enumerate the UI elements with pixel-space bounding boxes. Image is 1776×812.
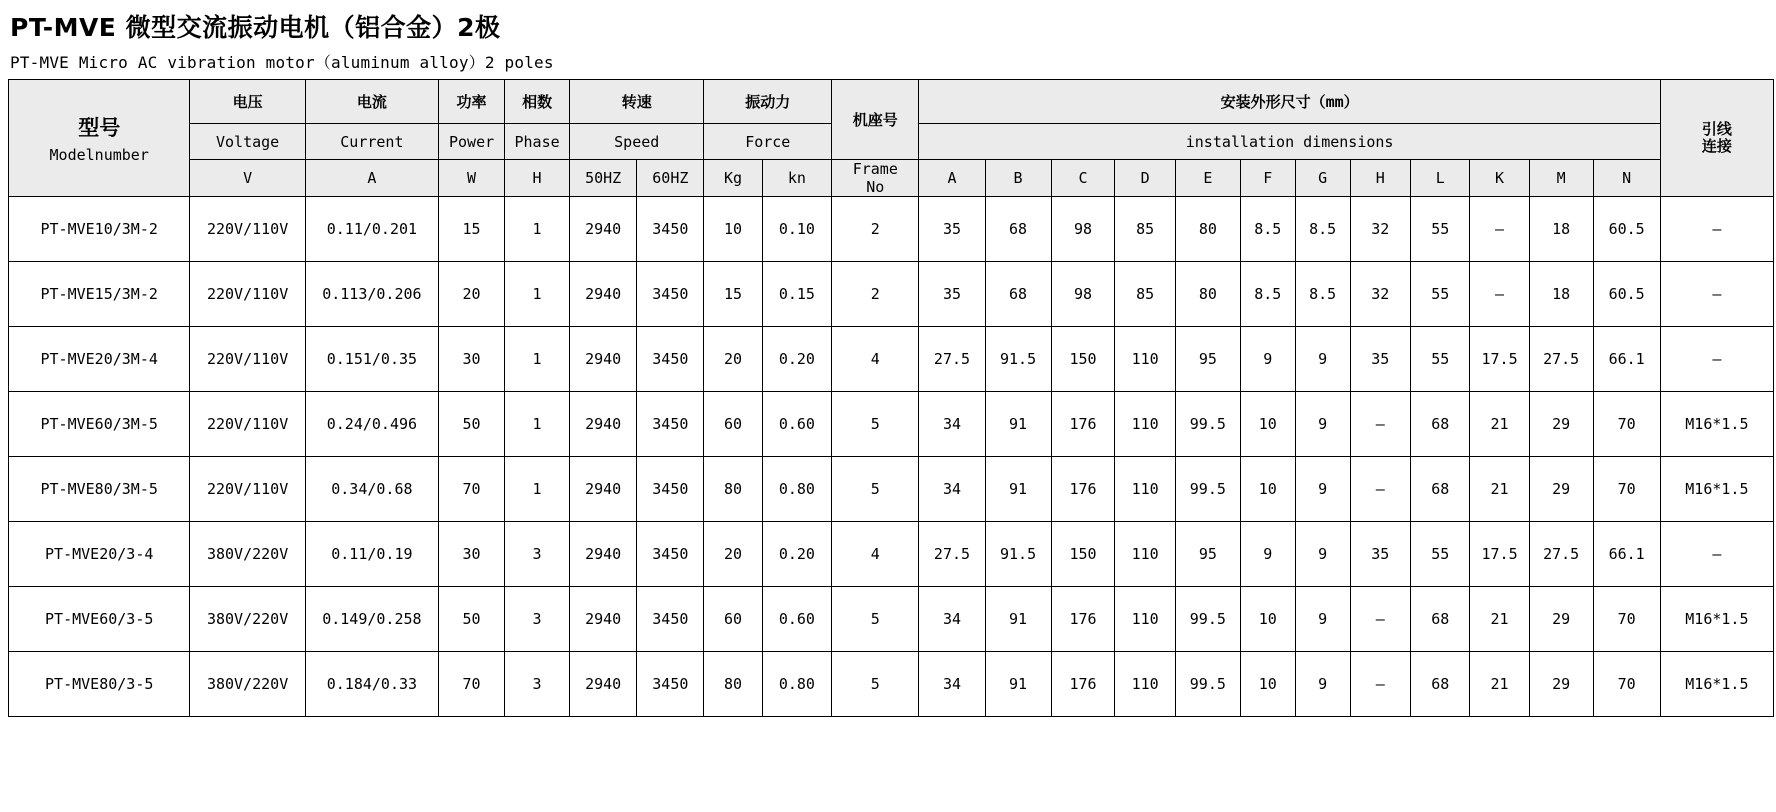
- cell-force-kn: 0.60: [762, 587, 831, 652]
- cell-force-kn: 0.60: [762, 392, 831, 457]
- cell-dim-d: 85: [1115, 197, 1175, 262]
- cell-dim-b: 91.5: [985, 327, 1051, 392]
- header-lead-connection: [1660, 80, 1773, 197]
- cell-lead: –: [1660, 522, 1773, 587]
- cell-dim-a: 27.5: [919, 327, 985, 392]
- cell-dim-a: 34: [919, 392, 985, 457]
- cell-phase: 3: [505, 522, 570, 587]
- cell-dim-d: 110: [1115, 457, 1175, 522]
- cell-dim-c: 150: [1051, 327, 1115, 392]
- cell-dim-c: 176: [1051, 457, 1115, 522]
- header-row-units: [9, 160, 1774, 197]
- cell-voltage: 380V/220V: [190, 522, 305, 587]
- header-phase-zh: 相数: [505, 80, 570, 124]
- cell-power: 30: [439, 522, 505, 587]
- header-force-kn: kn: [762, 160, 831, 197]
- cell-dim-h: 35: [1350, 327, 1410, 392]
- cell-model: PT-MVE80/3-5: [9, 652, 190, 717]
- cell-phase: 1: [505, 392, 570, 457]
- cell-dim-a: 35: [919, 197, 985, 262]
- cell-dim-b: 91: [985, 457, 1051, 522]
- cell-speed-60hz: 3450: [637, 522, 704, 587]
- header-force-zh: 振动力: [704, 80, 832, 124]
- cell-dim-m: 27.5: [1529, 327, 1593, 392]
- cell-dim-b: 91: [985, 587, 1051, 652]
- cell-force-kg: 60: [704, 587, 762, 652]
- cell-dim-k: –: [1470, 262, 1529, 327]
- header-current-en: Current: [305, 124, 438, 160]
- header-current-unit: A: [305, 160, 438, 197]
- cell-dim-n: 70: [1593, 587, 1660, 652]
- cell-lead: M16*1.5: [1660, 652, 1773, 717]
- cell-dim-h: –: [1350, 392, 1410, 457]
- cell-phase: 3: [505, 587, 570, 652]
- cell-power: 20: [439, 262, 505, 327]
- cell-force-kg: 80: [704, 457, 762, 522]
- cell-phase: 3: [505, 652, 570, 717]
- cell-dim-g: 8.5: [1295, 262, 1350, 327]
- cell-power: 50: [439, 587, 505, 652]
- header-phase-unit: H: [505, 160, 570, 197]
- table-row: [9, 327, 1774, 392]
- cell-speed-50hz: 2940: [570, 327, 637, 392]
- cell-frame: 4: [832, 327, 919, 392]
- cell-dim-a: 34: [919, 587, 985, 652]
- page-title-en: PT-MVE Micro AC vibration motor（aluminum alloy）2 poles: [10, 53, 554, 72]
- cell-dim-f: 9: [1240, 522, 1295, 587]
- cell-force-kg: 60: [704, 392, 762, 457]
- cell-dim-g: 9: [1295, 457, 1350, 522]
- cell-dim-h: 35: [1350, 522, 1410, 587]
- cell-dim-h: –: [1350, 652, 1410, 717]
- cell-dim-e: 99.5: [1175, 457, 1240, 522]
- table-row: [9, 652, 1774, 717]
- table-body: [9, 197, 1774, 717]
- cell-dim-c: 98: [1051, 197, 1115, 262]
- cell-dim-a: 27.5: [919, 522, 985, 587]
- cell-lead: –: [1660, 197, 1773, 262]
- header-dim-b: B: [985, 160, 1051, 197]
- cell-dim-f: 10: [1240, 587, 1295, 652]
- header-dimensions-en: installation dimensions: [919, 124, 1660, 160]
- cell-power: 30: [439, 327, 505, 392]
- cell-speed-50hz: 2940: [570, 262, 637, 327]
- cell-dim-d: 110: [1115, 587, 1175, 652]
- cell-dim-e: 99.5: [1175, 392, 1240, 457]
- cell-speed-60hz: 3450: [637, 652, 704, 717]
- cell-current: 0.11/0.19: [305, 522, 438, 587]
- cell-dim-h: –: [1350, 587, 1410, 652]
- cell-speed-60hz: 3450: [637, 457, 704, 522]
- cell-voltage: 380V/220V: [190, 652, 305, 717]
- cell-dim-f: 10: [1240, 392, 1295, 457]
- cell-dim-b: 91: [985, 392, 1051, 457]
- header-speed-60hz: 60HZ: [637, 160, 704, 197]
- header-dim-h: H: [1350, 160, 1410, 197]
- cell-dim-m: 29: [1529, 457, 1593, 522]
- table-row: [9, 262, 1774, 327]
- table-row: [9, 457, 1774, 522]
- cell-dim-h: 32: [1350, 262, 1410, 327]
- cell-dim-g: 9: [1295, 522, 1350, 587]
- cell-frame: 5: [832, 652, 919, 717]
- cell-dim-l: 68: [1411, 392, 1470, 457]
- cell-dim-g: 9: [1295, 327, 1350, 392]
- cell-dim-k: 17.5: [1470, 522, 1529, 587]
- cell-voltage: 220V/110V: [190, 392, 305, 457]
- cell-dim-m: 18: [1529, 197, 1593, 262]
- header-power-en: Power: [439, 124, 505, 160]
- cell-phase: 1: [505, 457, 570, 522]
- cell-current: 0.11/0.201: [305, 197, 438, 262]
- cell-dim-c: 150: [1051, 522, 1115, 587]
- cell-speed-50hz: 2940: [570, 457, 637, 522]
- cell-dim-k: –: [1470, 197, 1529, 262]
- cell-dim-h: –: [1350, 457, 1410, 522]
- cell-force-kn: 0.15: [762, 262, 831, 327]
- cell-dim-n: 60.5: [1593, 262, 1660, 327]
- cell-dim-d: 110: [1115, 652, 1175, 717]
- cell-dim-e: 95: [1175, 327, 1240, 392]
- header-model-en: Modelnumber: [49, 146, 149, 164]
- cell-dim-k: 17.5: [1470, 327, 1529, 392]
- cell-dim-c: 176: [1051, 652, 1115, 717]
- cell-dim-f: 10: [1240, 457, 1295, 522]
- header-power-unit: W: [439, 160, 505, 197]
- cell-dim-e: 99.5: [1175, 587, 1240, 652]
- header-phase-en: Phase: [505, 124, 570, 160]
- cell-voltage: 220V/110V: [190, 197, 305, 262]
- cell-force-kn: 0.80: [762, 457, 831, 522]
- cell-force-kg: 80: [704, 652, 762, 717]
- cell-current: 0.113/0.206: [305, 262, 438, 327]
- cell-speed-50hz: 2940: [570, 652, 637, 717]
- header-model: [9, 80, 190, 197]
- cell-frame: 2: [832, 197, 919, 262]
- cell-lead: –: [1660, 262, 1773, 327]
- cell-speed-60hz: 3450: [637, 262, 704, 327]
- cell-model: PT-MVE60/3-5: [9, 587, 190, 652]
- cell-phase: 1: [505, 197, 570, 262]
- cell-current: 0.34/0.68: [305, 457, 438, 522]
- cell-dim-l: 55: [1411, 262, 1470, 327]
- cell-dim-l: 55: [1411, 327, 1470, 392]
- header-dimensions-zh: 安装外形尺寸（mm）: [919, 80, 1660, 124]
- cell-speed-50hz: 2940: [570, 392, 637, 457]
- cell-dim-b: 68: [985, 197, 1051, 262]
- cell-speed-60hz: 3450: [637, 197, 704, 262]
- header-current-zh: 电流: [305, 80, 438, 124]
- cell-current: 0.184/0.33: [305, 652, 438, 717]
- table-row: [9, 522, 1774, 587]
- cell-speed-50hz: 2940: [570, 522, 637, 587]
- cell-dim-h: 32: [1350, 197, 1410, 262]
- cell-power: 15: [439, 197, 505, 262]
- header-speed-50hz: 50HZ: [570, 160, 637, 197]
- header-voltage-en: Voltage: [190, 124, 305, 160]
- cell-dim-k: 21: [1470, 457, 1529, 522]
- header-lead-line1: 引线: [1701, 119, 1732, 138]
- cell-frame: 2: [832, 262, 919, 327]
- cell-lead: M16*1.5: [1660, 457, 1773, 522]
- header-dim-m: M: [1529, 160, 1593, 197]
- cell-model: PT-MVE60/3M-5: [9, 392, 190, 457]
- cell-lead: M16*1.5: [1660, 392, 1773, 457]
- page-title-zh: PT-MVE 微型交流振动电机（铝合金）2极: [10, 13, 501, 42]
- cell-voltage: 220V/110V: [190, 327, 305, 392]
- cell-phase: 1: [505, 262, 570, 327]
- table-row: [9, 197, 1774, 262]
- cell-dim-b: 91.5: [985, 522, 1051, 587]
- cell-dim-n: 66.1: [1593, 327, 1660, 392]
- cell-dim-m: 29: [1529, 587, 1593, 652]
- cell-voltage: 220V/110V: [190, 262, 305, 327]
- cell-dim-e: 80: [1175, 197, 1240, 262]
- header-frame-zh: 机座号: [832, 80, 919, 160]
- cell-dim-b: 68: [985, 262, 1051, 327]
- cell-model: PT-MVE80/3M-5: [9, 457, 190, 522]
- cell-force-kn: 0.20: [762, 327, 831, 392]
- cell-force-kg: 10: [704, 197, 762, 262]
- header-frame-en-line1: Frame: [852, 160, 898, 178]
- cell-dim-m: 29: [1529, 392, 1593, 457]
- cell-force-kg: 20: [704, 522, 762, 587]
- cell-dim-e: 95: [1175, 522, 1240, 587]
- header-power-zh: 功率: [439, 80, 505, 124]
- cell-speed-50hz: 2940: [570, 197, 637, 262]
- cell-force-kg: 20: [704, 327, 762, 392]
- cell-dim-f: 9: [1240, 327, 1295, 392]
- cell-speed-60hz: 3450: [637, 327, 704, 392]
- cell-dim-g: 9: [1295, 392, 1350, 457]
- header-speed-zh: 转速: [570, 80, 704, 124]
- cell-dim-k: 21: [1470, 392, 1529, 457]
- cell-force-kn: 0.80: [762, 652, 831, 717]
- cell-dim-m: 27.5: [1529, 522, 1593, 587]
- cell-speed-60hz: 3450: [637, 587, 704, 652]
- cell-model: PT-MVE20/3M-4: [9, 327, 190, 392]
- cell-frame: 4: [832, 522, 919, 587]
- cell-dim-l: 68: [1411, 587, 1470, 652]
- cell-dim-n: 70: [1593, 457, 1660, 522]
- header-frame-en: [832, 160, 919, 197]
- cell-dim-g: 9: [1295, 587, 1350, 652]
- cell-power: 50: [439, 392, 505, 457]
- cell-power: 70: [439, 652, 505, 717]
- header-dim-n: N: [1593, 160, 1660, 197]
- header-lead-line2: 连接: [1701, 137, 1732, 155]
- cell-dim-a: 35: [919, 262, 985, 327]
- cell-model: PT-MVE20/3-4: [9, 522, 190, 587]
- cell-current: 0.24/0.496: [305, 392, 438, 457]
- cell-current: 0.149/0.258: [305, 587, 438, 652]
- cell-dim-e: 99.5: [1175, 652, 1240, 717]
- cell-dim-g: 9: [1295, 652, 1350, 717]
- cell-voltage: 220V/110V: [190, 457, 305, 522]
- header-row-primary: [9, 80, 1774, 124]
- cell-force-kg: 15: [704, 262, 762, 327]
- cell-frame: 5: [832, 392, 919, 457]
- cell-dim-a: 34: [919, 457, 985, 522]
- table-row: [9, 392, 1774, 457]
- header-dim-a: A: [919, 160, 985, 197]
- cell-frame: 5: [832, 587, 919, 652]
- cell-dim-n: 70: [1593, 392, 1660, 457]
- cell-frame: 5: [832, 457, 919, 522]
- header-dim-c: C: [1051, 160, 1115, 197]
- cell-dim-k: 21: [1470, 587, 1529, 652]
- cell-phase: 1: [505, 327, 570, 392]
- cell-dim-g: 8.5: [1295, 197, 1350, 262]
- cell-dim-e: 80: [1175, 262, 1240, 327]
- header-voltage-zh: 电压: [190, 80, 305, 124]
- header-dim-g: G: [1295, 160, 1350, 197]
- cell-dim-d: 110: [1115, 392, 1175, 457]
- cell-dim-d: 110: [1115, 522, 1175, 587]
- cell-force-kn: 0.20: [762, 522, 831, 587]
- cell-dim-l: 55: [1411, 522, 1470, 587]
- table-header: [9, 80, 1774, 197]
- cell-dim-f: 10: [1240, 652, 1295, 717]
- cell-dim-f: 8.5: [1240, 262, 1295, 327]
- cell-dim-c: 98: [1051, 262, 1115, 327]
- header-dim-d: D: [1115, 160, 1175, 197]
- cell-model: PT-MVE15/3M-2: [9, 262, 190, 327]
- header-force-kg: Kg: [704, 160, 762, 197]
- cell-dim-b: 91: [985, 652, 1051, 717]
- header-force-en: Force: [704, 124, 832, 160]
- cell-dim-d: 85: [1115, 262, 1175, 327]
- cell-power: 70: [439, 457, 505, 522]
- header-dim-k: K: [1470, 160, 1529, 197]
- cell-dim-f: 8.5: [1240, 197, 1295, 262]
- header-voltage-unit: V: [190, 160, 305, 197]
- cell-dim-c: 176: [1051, 392, 1115, 457]
- header-dim-l: L: [1411, 160, 1470, 197]
- cell-current: 0.151/0.35: [305, 327, 438, 392]
- cell-speed-50hz: 2940: [570, 587, 637, 652]
- specifications-table: [8, 79, 1774, 717]
- header-dim-e: E: [1175, 160, 1240, 197]
- cell-dim-n: 70: [1593, 652, 1660, 717]
- header-speed-en: Speed: [570, 124, 704, 160]
- cell-dim-k: 21: [1470, 652, 1529, 717]
- cell-lead: M16*1.5: [1660, 587, 1773, 652]
- header-model-zh: 型号: [78, 116, 121, 140]
- cell-lead: –: [1660, 327, 1773, 392]
- cell-dim-d: 110: [1115, 327, 1175, 392]
- cell-voltage: 380V/220V: [190, 587, 305, 652]
- header-dim-f: F: [1240, 160, 1295, 197]
- cell-dim-m: 18: [1529, 262, 1593, 327]
- cell-dim-n: 66.1: [1593, 522, 1660, 587]
- cell-dim-l: 68: [1411, 652, 1470, 717]
- table-row: [9, 587, 1774, 652]
- cell-dim-a: 34: [919, 652, 985, 717]
- cell-dim-n: 60.5: [1593, 197, 1660, 262]
- cell-speed-60hz: 3450: [637, 392, 704, 457]
- cell-dim-m: 29: [1529, 652, 1593, 717]
- header-frame-en-line2: No: [866, 178, 885, 196]
- cell-model: PT-MVE10/3M-2: [9, 197, 190, 262]
- cell-dim-c: 176: [1051, 587, 1115, 652]
- cell-dim-l: 55: [1411, 197, 1470, 262]
- cell-force-kn: 0.10: [762, 197, 831, 262]
- cell-dim-l: 68: [1411, 457, 1470, 522]
